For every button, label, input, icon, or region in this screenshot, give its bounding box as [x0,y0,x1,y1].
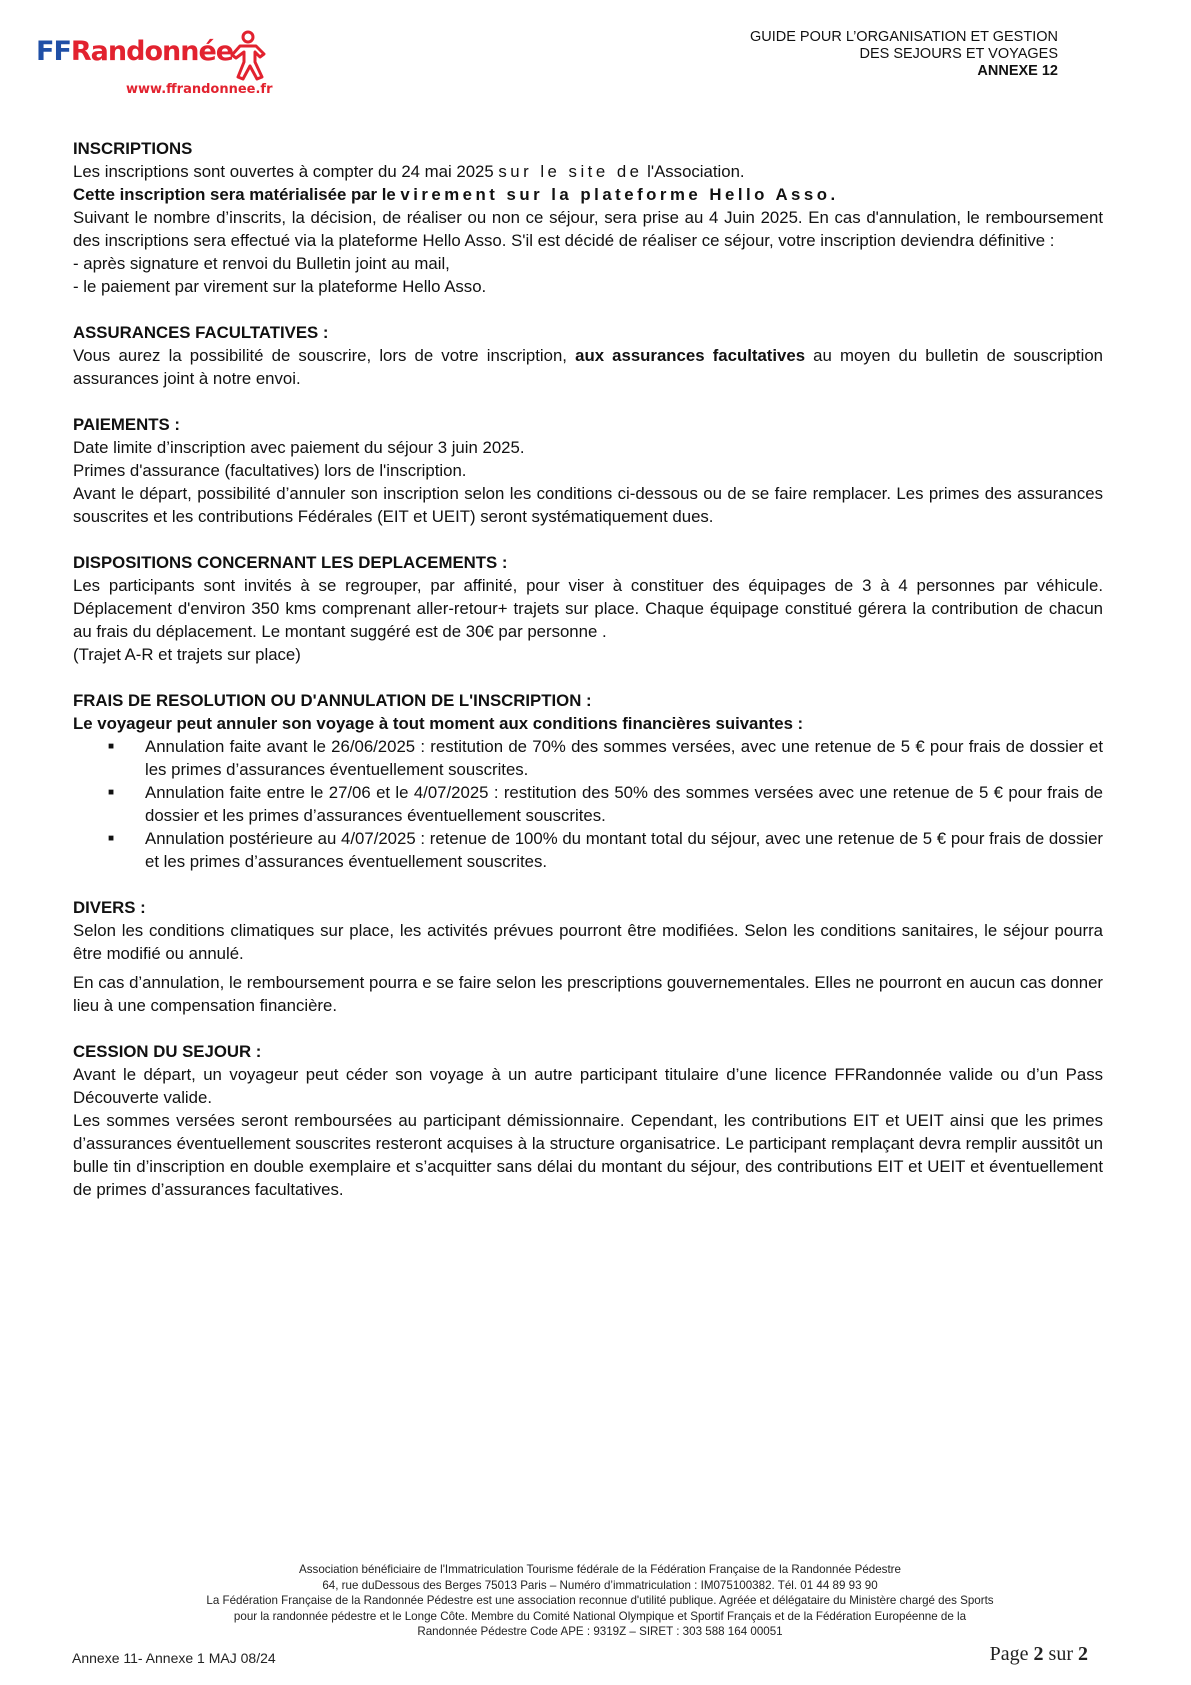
paragraph: Avant le départ, un voyageur peut céder son voyage à un autre participant titulaire d’une licence FFRandonnée valide ou d’un Pass Découverte valide. [73,1065,1103,1107]
paragraph [73,160,1103,183]
section-title: FRAIS DE RESOLUTION OU D'ANNULATION DE L'INSCRIPTION : [73,691,592,710]
section-cession [73,1040,1103,1201]
text-bold: aux assurances facultatives [575,346,806,365]
text: l'Association. [642,162,745,181]
bullet-icon: ■ [108,787,115,798]
logo-ff: FF [36,36,71,67]
list-item [108,781,1103,827]
list-item-text: Annulation faite avant le 26/06/2025 : restitution de 70% des sommes versées, avec une retenue de 5 € pour frais de dossier et les primes d’assurances éventuellement souscrites. [145,737,1103,779]
text: Vous aurez la possibilité de souscrire, lors de votre inscription, [73,346,576,365]
page-number [990,1643,1088,1666]
text: sur le site de [498,162,643,181]
list-item-text: Annulation faite entre le 27/06 et le 4/07/2025 : restitution des 50% des sommes versées avec une retenue de 5 € pour frais de dossier et les primes d’assurances éventuellement souscrites. [145,783,1103,825]
cancellation-list [73,735,1103,873]
ffrandonnee-logo [36,30,273,105]
list-line: - le paiement par virement sur la plateforme Hello Asso. [73,277,487,296]
section-title: CESSION DU SEJOUR : [73,1042,262,1061]
section-title: ASSURANCES FACULTATIVES : [73,323,329,342]
legal-footer [120,1562,1080,1640]
text: Cette inscription sera matérialisée par le [73,185,401,204]
paragraph [73,344,1103,390]
paragraph: (Trajet A-R et trajets sur place) [73,645,301,664]
section-divers [73,896,1103,1017]
text: au moyen du bulletin de souscription assurances joint à notre envoi. [73,346,1103,388]
footer-line: Association bénéficiaire de l'Immatriculation Tourisme fédérale de la Fédération Française de la Randonnée Pédestre [299,1563,901,1576]
text: virement sur la plateforme Hello Asso. [400,185,839,204]
document-body [73,137,1103,1224]
section-title: DISPOSITIONS CONCERNANT LES DEPLACEMENTS : [73,553,508,572]
paragraph: Suivant le nombre d’inscrits, la décision, de réaliser ou non ce séjour, sera prise au 4 Juin 2025. En cas d'annulation, le remboursement des inscriptions sera effectué via la plateforme Hello Asso. S'il est décidé de réaliser ce séjour, votre inscription deviendra définitive : [73,208,1103,250]
paragraph: Selon les conditions climatiques sur place, les activités prévues pourront être modifiées. Selon les conditions sanitaires, le séjour pourra être modifié ou annulé. [73,921,1103,963]
bullet-icon: ■ [108,833,115,844]
list-line: - après signature et renvoi du Bulletin joint au mail, [73,254,450,273]
paragraph-bold [73,183,1103,206]
page-current: 2 [1033,1643,1044,1665]
header-title-line2: DES SEJOURS ET VOYAGES [859,46,1058,62]
paragraph: Avant le départ, possibilité d’annuler son inscription selon les conditions ci-dessous ou de se faire remplacer. Les primes des assurances souscrites et les contributions Fédérales (EIT et UEIT) seront systématiquement dues. [73,484,1103,526]
section-inscriptions [73,137,1103,298]
logo-randonnee: Randonnée [70,36,234,67]
list-item [108,827,1103,873]
footer-line: 64, rue duDessous des Berges 75013 Paris – Numéro d’immatriculation : IM075100382. Tél. 01 44 89 93 90 [322,1578,878,1592]
section-deplacements [73,551,1103,666]
paragraph: Les participants sont invités à se regrouper, par affinité, pour viser à constituer des équipages de 3 à 4 personnes par véhicule. Déplacement d'environ 350 kms comprenant aller-retour+ trajets sur place. Chaque équipage constitué gérera la contribution de chacun au frais du déplacement. Le montant suggéré est de 30€ par personne . [73,576,1103,641]
header-title-line1: GUIDE POUR L’ORGANISATION ET GESTION [749,29,1058,45]
document-header [750,29,1058,80]
footer-line: pour la randonnée pédestre et le Longe Côte. Membre du Comité National Olympique et Sportif Français et de la Fédération Européenne de la [233,1609,967,1623]
page-separator: sur [1043,1643,1078,1665]
hiker-icon [226,30,268,82]
paragraph: Les sommes versées seront remboursées au participant démissionnaire. Cependant, les contributions EIT et UEIT ainsi que les primes d’assurances éventuellement souscrites resteront acquises à la structure organisatrice. Le participant remplaçant devra remplir aussitôt un bulle tin d’inscription en double exemplaire et s’acquitter sans délai du montant du séjour, des contributions EIT et UEIT et éventuellement de primes d’assurances facultatives. [73,1111,1103,1199]
document-reference: Annexe 11- Annexe 1 MAJ 08/24 [72,1650,276,1666]
header-annexe: ANNEXE 12 [977,63,1058,79]
page-total: 2 [1078,1643,1088,1665]
list-item [108,735,1103,781]
logo-wordmark [36,36,233,67]
section-title: INSCRIPTIONS [73,139,193,158]
footer-line: Randonnée Pédestre Code APE : 9319Z – SIRET : 303 588 164 00051 [417,1625,783,1638]
section-subtitle: Le voyageur peut annuler son voyage à tout moment aux conditions financières suivantes : [73,714,804,733]
section-annulation [73,689,1103,873]
list-item-text: Annulation postérieure au 4/07/2025 : retenue de 100% du montant total du séjour, avec une retenue de 5 € pour frais de dossier et les primes d’assurances éventuellement souscrites. [145,829,1103,871]
text: Les inscriptions sont ouvertes à compter du 24 mai 2025 [73,162,499,181]
paragraph: En cas d’annulation, le remboursement pourra e se faire selon les prescriptions gouvernementales. Elles ne pourront en aucun cas donner lieu à une compensation financière. [73,973,1103,1015]
footer-line: La Fédération Française de la Randonnée Pédestre est une association reconnue d'utilité publique. Agréée et délégataire du Ministère chargé des Sports [206,1594,994,1607]
section-assurances [73,321,1103,390]
paragraph: Date limite d’inscription avec paiement du séjour 3 juin 2025. [73,438,525,457]
logo-url: www.ffrandonnee.fr [126,82,273,97]
page-label: Page [989,1643,1034,1665]
section-paiements [73,413,1103,528]
bullet-icon: ■ [108,741,115,752]
paragraph: Primes d'assurance (facultatives) lors de l'inscription. [73,461,467,480]
section-title: DIVERS : [73,898,146,917]
section-title: PAIEMENTS : [73,415,180,434]
